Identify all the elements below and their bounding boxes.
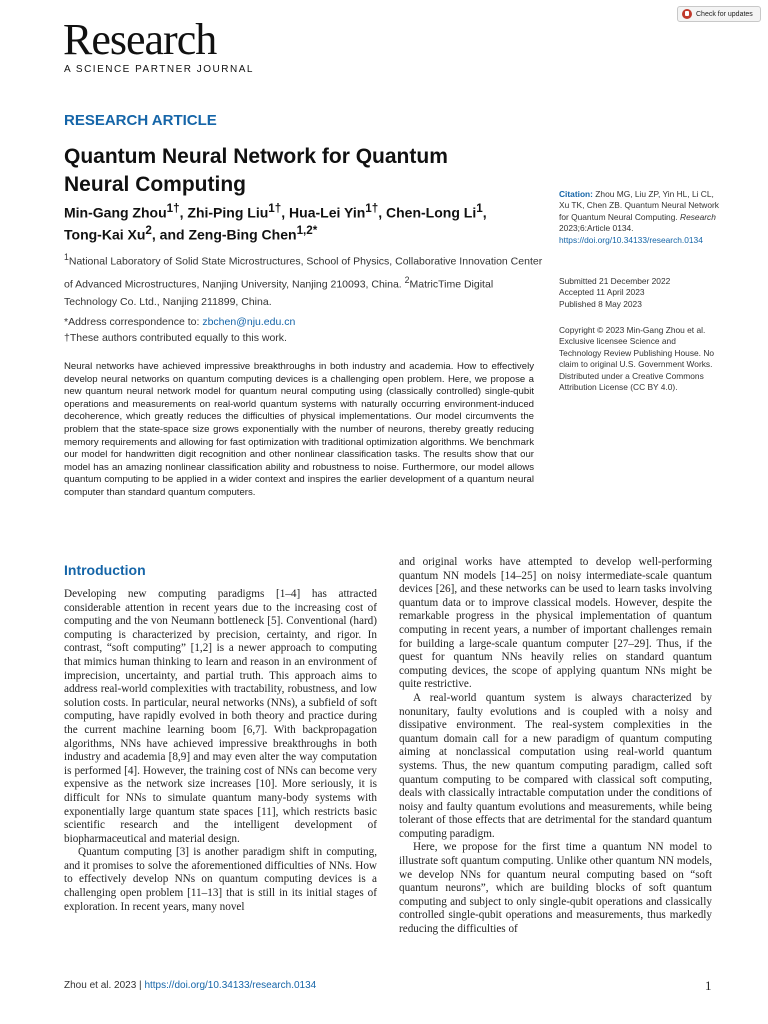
footer-doi-link[interactable]: https://doi.org/10.34133/research.0134 — [144, 980, 317, 991]
affiliation-2: MatricTime Digital Technology Co. Ltd., Nanjing 211899, China. — [64, 278, 494, 308]
citation-journal: Research — [680, 211, 716, 222]
footer-separator: | — [136, 980, 145, 991]
journal-logo: Research — [63, 15, 217, 64]
citation-label: Citation: — [559, 189, 593, 199]
corresp-prefix: *Address correspondence to: — [64, 316, 203, 328]
abstract: Neural networks have achieved impressive breakthroughs in both industry and academia. How to effectively develop neural networks on quantum computing devices is a challenging open problem. Here, we propose a new quantum neural network model for quantum neural computing using (classically controlled) single-qubit operations and measurements on real-world quantum systems with naturally occurring environment-induced decoherence, which greatly reduces the difficulties of physical implementations. Our model circumvents the problem that the state-space size grows exponentially with the number of neurons, thereby greatly reducing memory requirements and allowing for fast optimization with traditional optimization algorithms. We benchmark our model for handwritten digit recognition and other nonlinear classification tasks. The results show that our model has an amazing nonlinear classification ability and robustness to noise. Furthermore, our model allows quantum computing to be applied in a wider context and inspires the earlier development of a quantum neural computer than standard quantum computers. — [64, 361, 534, 498]
submitted-date: Submitted 21 December 2022 — [559, 276, 671, 286]
crossmark-icon — [682, 9, 692, 19]
body-paragraph: Developing new computing paradigms [1–4] has attracted considerable attention in recent years due to the increasing cost of computing and the von Neumann bottleneck [5]. Conventional (hard) computing is characterized by precision, certainty, and rigor. In contrast, “soft computing” [1,2] is a newer approach to computing that mimics human thinking to learn and reason in an environment of imprecision, uncertainty, and partial truth. This approach aims to address real-world complexities with tractability, robustness, and low solution costs. In particular, neural networks (NNs), a subfield of soft computing, have rapidly evolved in both theory and practice during the current machine learning boom [6,7]. With backpropagation algorithms, NNs have achieved impressive breakthroughs in both industry and academia [8,9] and may even alter the way computation is performed [4]. However, the training cost of NNs can become very expensive as the network size increases [10]. More seriously, it is difficult for NNs to simulate quantum many-body systems with exponentially large quantum state spaces [11], which restricts basic scientific research and the intelligent development of biopharmaceutical and material design. — [64, 588, 377, 845]
check-for-updates-label: Check for updates — [696, 10, 753, 18]
author-sup: 1† — [166, 202, 180, 215]
affil-sup: 1 — [64, 252, 69, 262]
journal-subtitle: A SCIENCE PARTNER JOURNAL — [64, 64, 254, 75]
body-paragraph: Here, we propose for the first time a quantum NN model to illustrate soft quantum computing. Unlike other quantum NN models, we develop NNs for quantum neural computing based on “soft quantum neurons”, which are building blocks of soft quantum computing and subject to only single-qubit operations and classically controlled single-qubit operations and measurements, thus markedly reducing the difficulties of — [399, 841, 712, 936]
check-for-updates-button[interactable] — [677, 6, 761, 22]
author-sup: 1 — [476, 202, 483, 215]
affiliation-1: National Laboratory of Solid State Microstructures, School of Physics, Collaborative Innovation Center of Advanced Microstructures, Nanjing University, Nanjing 210093, China. — [64, 255, 543, 290]
body-paragraph: and original works have attempted to develop well-performing quantum NN models [14–25] on noisy intermediate-scale quantum devices [26], and these networks can be used to learn tasks involving quantum data or to improve classical models. However, despite the remarkable progress in the physical implementation of quantum computing in recent years, a number of important challenges remain for building a large-scale quantum computer [27–29]. Thus, if the quest for quantum NNs heavily relies on standard quantum computing devices, the scope of applying quantum NNs might be quite restrictive. — [399, 556, 712, 691]
author-name: Min-Gang Zhou — [64, 204, 167, 221]
citation-doi-link[interactable]: https://doi.org/10.34133/research.0134 — [559, 234, 703, 245]
author-name: Hua-Lei Yin — [289, 204, 366, 221]
body-paragraph: Quantum computing [3] is another paradigm shift in computing, and it promises to solve the aforementioned difficulties of NNs. How to effectively develop NNs on quantum computing devices is a challenging open problem [11–13] that is still in its initial stages of exploration. In recent years, many novel — [64, 846, 377, 913]
page-number: 1 — [705, 978, 712, 993]
author-name: Zhi-Ping Liu — [187, 204, 269, 221]
author-name: Zeng-Bing Chen — [188, 226, 297, 243]
citation-rest: 2023;6:Article 0134. — [559, 223, 634, 234]
corresp-email-link[interactable]: zbchen@nju.edu.cn — [202, 316, 296, 328]
dates-block — [559, 276, 719, 310]
author-name: Chen-Long Li — [386, 204, 477, 221]
author-sup: 1† — [365, 202, 379, 215]
correspondence — [64, 314, 524, 346]
body-left-column — [64, 588, 377, 914]
accepted-date: Accepted 11 April 2023 — [559, 287, 645, 298]
author-name: Tong-Kai Xu — [64, 226, 146, 243]
citation-text: Zhou MG, Liu ZP, Yin HL, Li CL, Xu TK, Chen ZB. Quantum Neural Network for Quantum Neural Computing. — [559, 189, 719, 222]
body-right-column — [399, 556, 712, 937]
footer-citation — [64, 980, 316, 991]
equal-contrib-note: †These authors contributed equally to this work. — [64, 332, 287, 344]
section-heading-introduction: Introduction — [64, 562, 146, 578]
article-title: Quantum Neural Network for Quantum Neural Computing — [64, 145, 448, 196]
affiliations — [64, 248, 544, 311]
published-date: Published 8 May 2023 — [559, 298, 642, 309]
copyright-block: Copyright © 2023 Min-Gang Zhou et al. Exclusive licensee Science and Technology Review Publishing House. No claim to original U.S. Government Works. Distributed under a Creative Commons Attribution License (CC BY 4.0). — [559, 325, 715, 393]
author-sup: 2 — [145, 223, 152, 237]
author-sup: 1,2* — [296, 223, 318, 237]
author-sup: 1† — [268, 202, 282, 215]
article-type-label: RESEARCH ARTICLE — [64, 112, 217, 129]
footer-cite: Zhou et al. 2023 — [64, 980, 137, 991]
author-list: Min-Gang Zhou$^{1\dagger}$, Zhi-Ping Liu$^{1\dagger}$, Hua-Lei Yin$^{1\dagger}$, Chen-Long Li$^1$, Tong-Kai Xu$^2$, and Zeng-Bing Chen$^{1,2*}$ — [64, 202, 487, 243]
citation-block — [559, 189, 719, 246]
affil-sup: 2 — [404, 274, 410, 285]
body-paragraph: A real-world quantum system is always characterized by nonunitary, faulty evolutions and is coupled with a noisy and dissipative environment. The real-system complexities in the quantum domain call for a new paradigm of quantum computing aiming at nonclassical computation using real-world quantum systems. Thus, the new quantum computing paradigm, called soft quantum computing to be compared with classical soft computing, deals with classically intractable computation under the conditions of noisy and faulty quantum evolutions and measurements, while being tolerant of those effects that are detrimental for the standard quantum computing paradigm. — [399, 691, 712, 840]
